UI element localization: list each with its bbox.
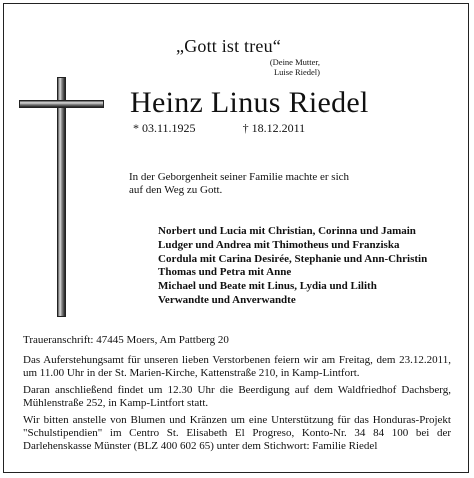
motto-quote: „Gott ist treu“ <box>176 36 281 56</box>
attribution-line: Luise Riedel) <box>273 67 320 77</box>
family-line: Thomas und Petra mit Anne <box>158 266 292 279</box>
family-line: Verwandte und Anverwandte <box>158 293 296 306</box>
cross-icon-horizontal <box>19 100 104 108</box>
burial-paragraph: Daran anschließend findet um 12.30 Uhr die Beerdigung auf dem Waldfriedhof Dachsberg, Mühlenstraße 252, in Kamp-Lintfort statt. <box>23 384 451 409</box>
cross-icon-vertical <box>57 77 66 317</box>
donation-paragraph: Wir bitten anstelle von Blumen und Kränzen um eine Unterstützung für das Honduras-Projekt "Schulstipendien" im Centro St. Elisabeth El Progreso, Konto-Nr. 34 84 100 bei der Darlehenskasse Münster (BLZ 400 602 65) unter dem Stichwort: Familie Riedel <box>23 414 451 452</box>
life-dates <box>133 121 305 136</box>
birth-date: * 03.11.1925 <box>133 121 196 135</box>
family-line: Cordula mit Carina Desirée, Stephanie und Ann-Christin <box>158 252 428 265</box>
death-date: † 18.12.2011 <box>242 121 306 135</box>
deceased-name: Heinz Linus Riedel <box>130 86 369 119</box>
service-paragraph: Das Auferstehungsamt für unseren lieben Verstorbenen feiern wir am Freitag, dem 23.12.2011, um 11.00 Uhr in der St. Marien-Kirche, Kattenstraße 210, in Kamp-Lintfort. <box>23 354 451 379</box>
family-line: Ludger und Andrea mit Thimotheus und Franziska <box>158 238 400 251</box>
family-line: Michael und Beate mit Linus, Lydia und Lilith <box>158 280 377 293</box>
mourning-address: Traueranschrift: 47445 Moers, Am Pattberg 20 <box>23 334 229 346</box>
intro-text <box>129 171 349 197</box>
attribution-line: (Deine Mutter, <box>269 57 320 67</box>
family-list <box>158 225 427 308</box>
family-line: Norbert und Lucia mit Christian, Corinna und Jamain <box>158 225 416 237</box>
intro-line: auf den Weg zu Gott. <box>129 184 223 196</box>
motto-attribution <box>270 57 320 77</box>
intro-line: In der Geborgenheit seiner Familie machte er sich <box>129 171 350 183</box>
